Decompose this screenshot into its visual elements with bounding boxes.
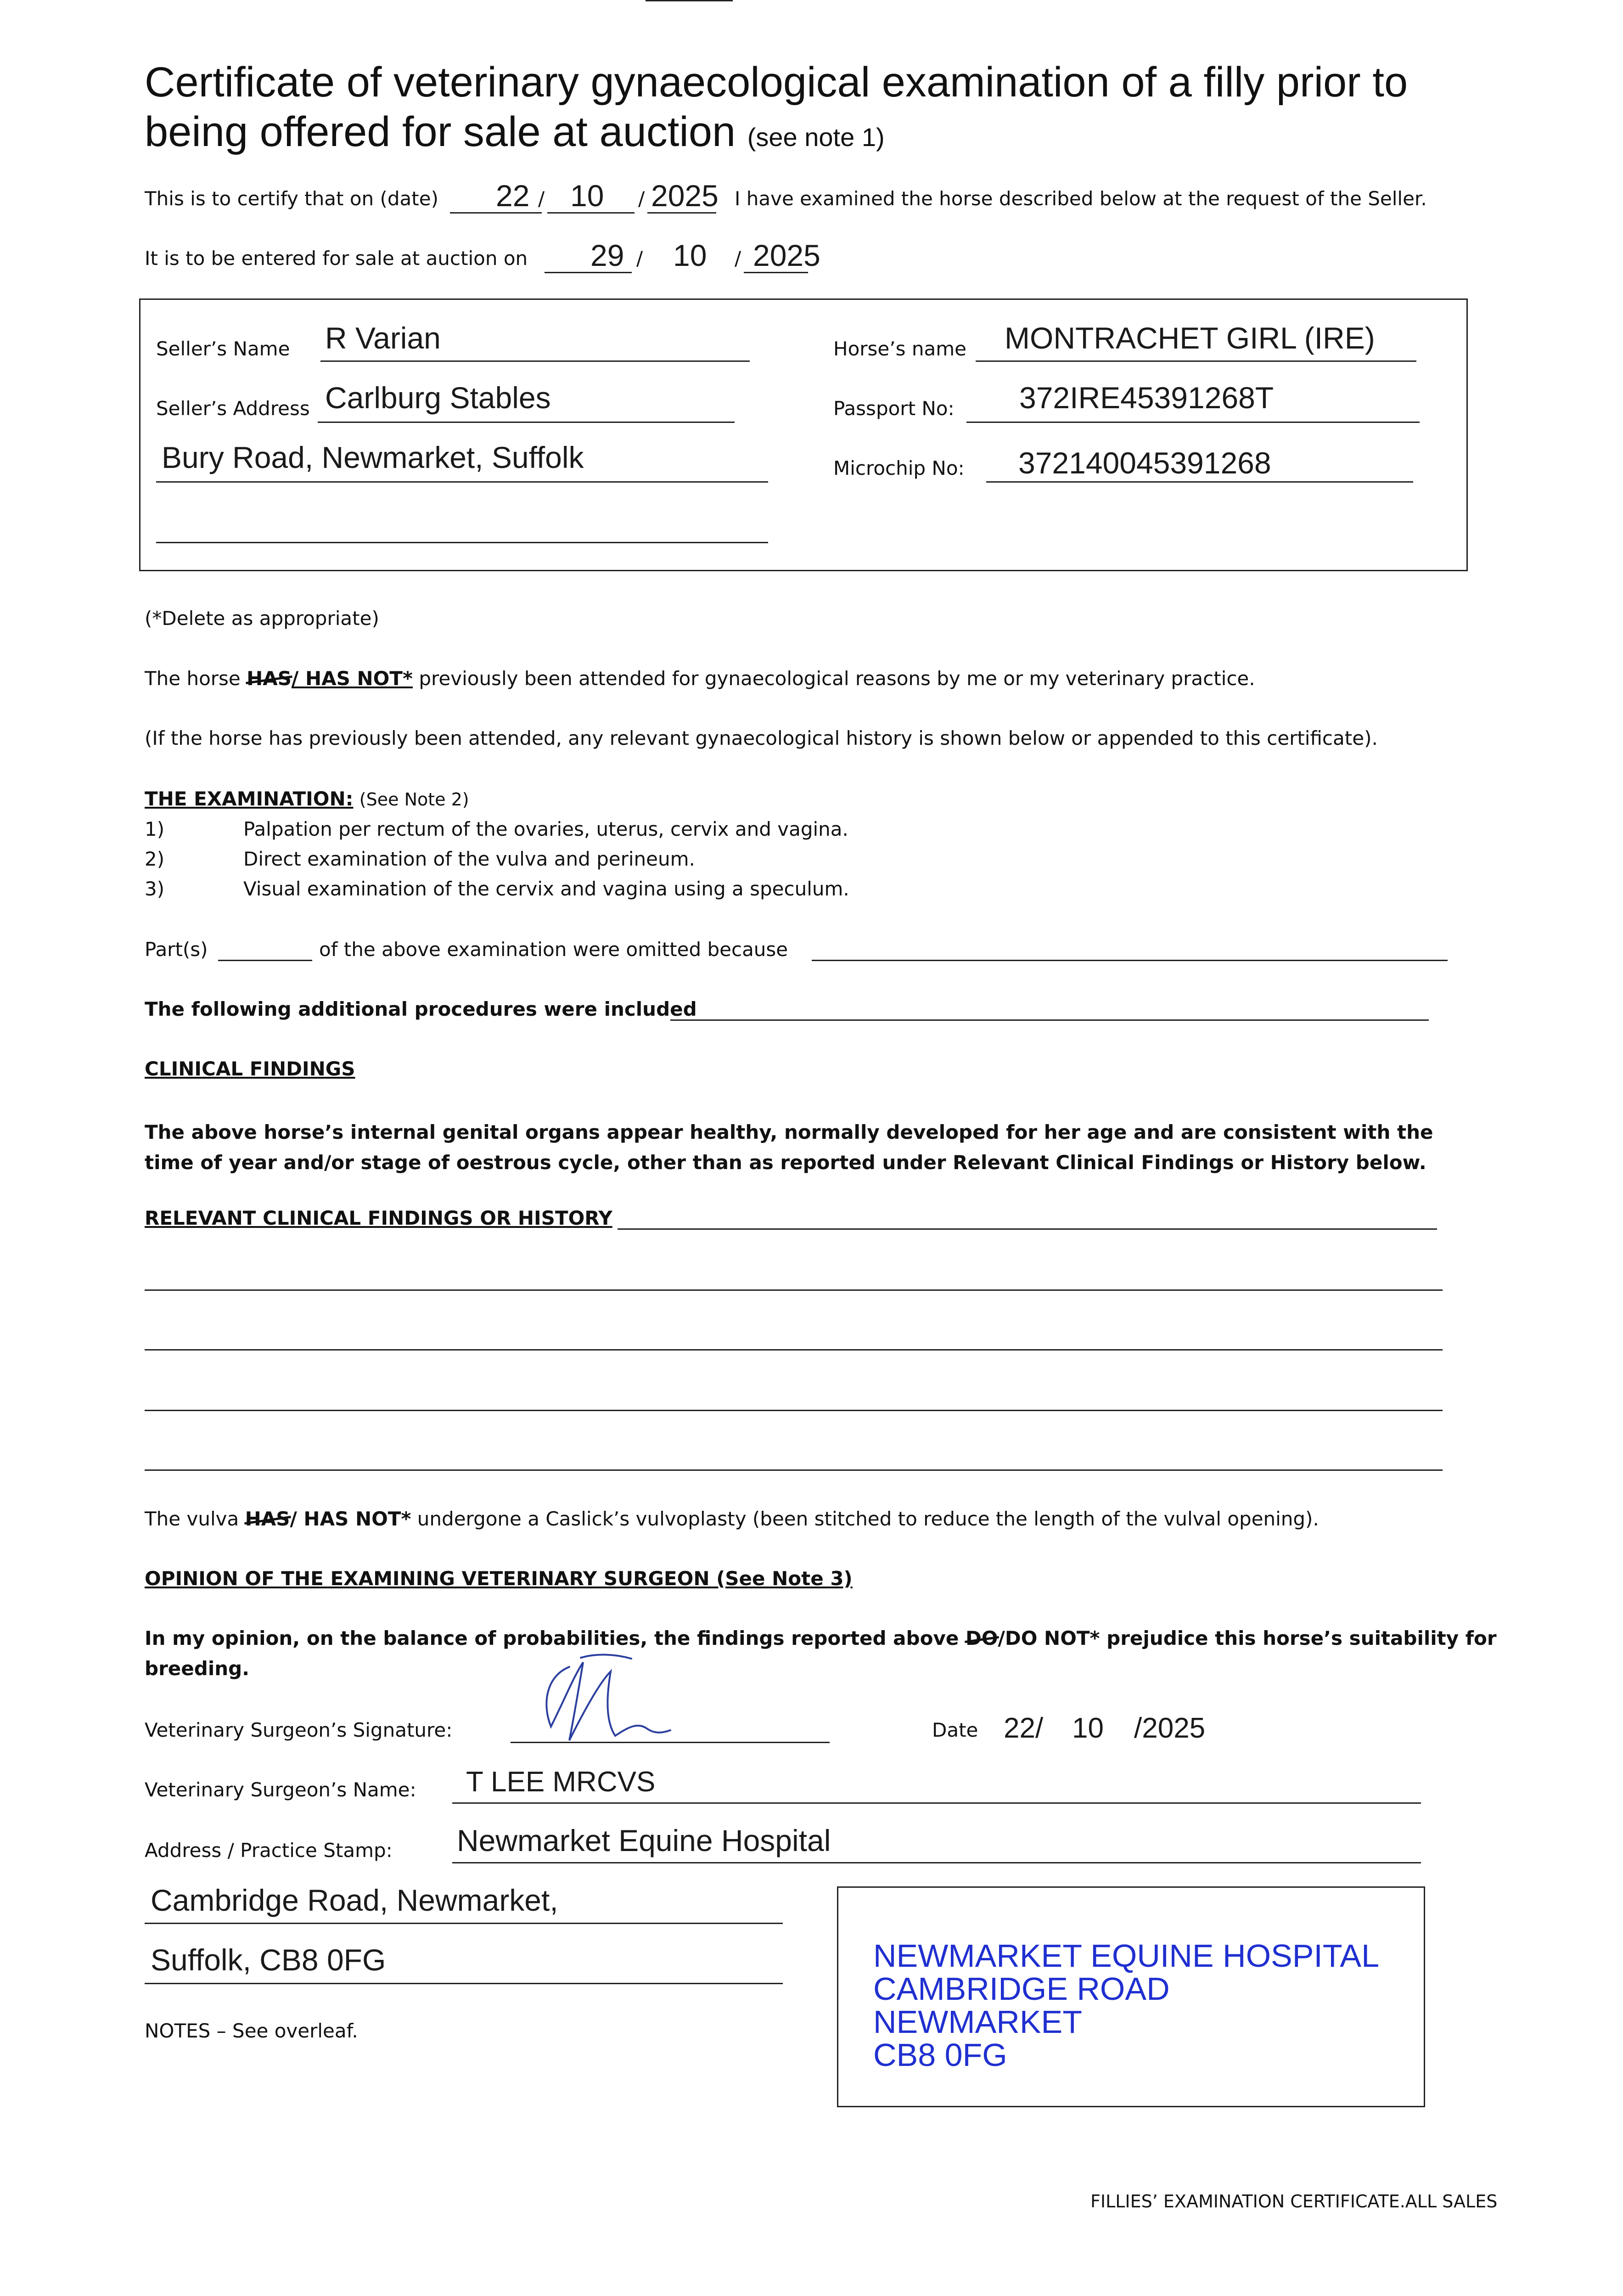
vulva-suffix: undergone a Caslick’s vulvoplasty (been stitched to reduce the length of the vulval opening).	[417, 1508, 1319, 1530]
date-separator: /	[538, 187, 545, 210]
relevant-findings-heading: RELEVANT CLINICAL FINDINGS OR HISTORY	[145, 1207, 612, 1229]
relevant-findings-field[interactable]	[145, 1289, 1443, 1291]
attended-choice[interactable]: / HAS NOT*	[292, 667, 413, 690]
vet-date-year[interactable]: /2025	[1134, 1712, 1206, 1744]
auction-day[interactable]: 29	[590, 238, 624, 272]
vulva-statement	[145, 1508, 1319, 1530]
certify-suffix: I have examined the horse described below at the request of the Seller.	[735, 187, 1427, 210]
opinion-statement	[145, 1627, 1497, 1649]
title-main: Certificate of veterinary gynaecological examination of a filly prior to being offered for sale at auction	[145, 59, 1408, 155]
signature-label: Veterinary Surgeon’s Signature:	[145, 1719, 453, 1741]
examination-note: (See Note 2)	[359, 789, 469, 810]
practice-stamp	[873, 1939, 1379, 2071]
omitted-middle: of the above examination were omitted because	[319, 938, 788, 961]
footer-text: FILLIES’ EXAMINATION CERTIFICATE.ALL SALES	[1090, 2191, 1498, 2212]
attended-suffix: previously been attended for gynaecological reasons by me or my veterinary practice.	[419, 667, 1255, 690]
vet-name-value[interactable]: T LEE MRCVS	[466, 1766, 656, 1798]
examination-heading	[145, 788, 469, 810]
seller-address-line2[interactable]: Bury Road, Newmarket, Suffolk	[162, 440, 584, 474]
auction-prefix: It is to be entered for sale at auction on	[145, 247, 528, 270]
omitted-parts-field[interactable]	[218, 960, 312, 961]
date-label: Date	[932, 1719, 978, 1741]
stamp-line: CAMBRIDGE ROAD	[873, 1971, 1170, 2007]
signature-image	[537, 1649, 684, 1750]
clinical-findings-statement: The above horse’s internal genital organs appear healthy, normally developed for her age and are consistent with the time of year and/or stage of oestrous cycle, other than as reported under Relevant Clinical Findings or History below.	[145, 1121, 1433, 1174]
opinion-statement-a: In my opinion, on the balance of probabilities, the findings reported above	[145, 1627, 959, 1649]
relevant-findings-field[interactable]	[618, 1228, 1437, 1230]
exam-item-text: Visual examination of the cervix and vagina using a speculum.	[243, 878, 849, 900]
microchip-value[interactable]: 372140045391268	[1018, 446, 1271, 480]
stamp-line: CB8 0FG	[873, 2037, 1007, 2073]
vet-name-label: Veterinary Surgeon’s Name:	[145, 1778, 416, 1801]
title-note: (see note 1)	[747, 123, 885, 152]
opinion-heading: OPINION OF THE EXAMINING VETERINARY SURGEON (See Note 3)	[145, 1567, 853, 1590]
seller-name-label: Seller’s Name	[156, 338, 290, 360]
additional-procedures-field[interactable]	[670, 1019, 1429, 1021]
examination-title: THE EXAMINATION:	[145, 788, 354, 810]
attended-prefix: The horse	[145, 667, 241, 690]
vet-date-month[interactable]: 10	[1072, 1712, 1104, 1744]
seller-address-line1[interactable]: Carlburg Stables	[325, 381, 551, 415]
opinion-statement-c: breeding.	[145, 1657, 250, 1680]
clinical-findings-heading: CLINICAL FINDINGS	[145, 1058, 355, 1080]
additional-procedures-label: The following additional procedures were included	[145, 998, 697, 1020]
stamp-line: NEWMARKET	[873, 2004, 1082, 2040]
exam-item-number: 2)	[145, 848, 165, 870]
practice-address-line2[interactable]: Cambridge Road, Newmarket,	[151, 1883, 558, 1917]
date-separator: /	[638, 187, 645, 210]
opinion-struck-option[interactable]: DO	[965, 1627, 998, 1649]
exam-item-text: Direct examination of the vulva and perineum.	[243, 848, 695, 870]
date-separator: /	[735, 247, 741, 270]
exam-item-number: 1)	[145, 818, 165, 840]
microchip-label: Microchip No:	[833, 457, 965, 479]
relevant-findings-field[interactable]	[145, 1410, 1443, 1411]
vulva-struck-option[interactable]: HAS	[245, 1508, 290, 1530]
certificate-title	[145, 57, 1522, 162]
horse-name-label: Horse’s name	[833, 338, 966, 360]
relevant-findings-field[interactable]	[145, 1469, 1443, 1471]
relevant-findings-field[interactable]	[145, 1349, 1443, 1351]
omitted-reason-field[interactable]	[812, 960, 1448, 961]
certify-prefix: This is to certify that on (date)	[145, 187, 438, 210]
history-note: (If the horse has previously been attended, any relevant gynaecological history is shown below or appended to this certificate).	[145, 727, 1378, 749]
vulva-choice[interactable]: / HAS NOT*	[290, 1508, 411, 1530]
date-separator: /	[636, 247, 643, 270]
seller-name-value[interactable]: R Varian	[325, 321, 441, 355]
practice-address-line3[interactable]: Suffolk, CB8 0FG	[151, 1943, 386, 1977]
certify-day[interactable]: 22	[496, 179, 530, 213]
auction-year[interactable]: 2025	[753, 238, 820, 272]
practice-address-label: Address / Practice Stamp:	[145, 1839, 393, 1862]
horse-name-value[interactable]: MONTRACHET GIRL (IRE)	[1005, 321, 1375, 355]
stamp-line: NEWMARKET EQUINE HOSPITAL	[873, 1938, 1380, 1974]
exam-item-number: 3)	[145, 878, 165, 900]
practice-address-line1[interactable]: Newmarket Equine Hospital	[457, 1823, 831, 1857]
attended-statement	[145, 667, 1255, 690]
certify-year[interactable]: 2025	[651, 179, 719, 213]
seller-address-label: Seller’s Address	[156, 397, 310, 420]
attended-struck-option[interactable]: HAS	[247, 667, 292, 690]
delete-note: (*Delete as appropriate)	[145, 607, 379, 630]
auction-month[interactable]: 10	[673, 238, 707, 272]
vulva-prefix: The vulva	[145, 1508, 239, 1530]
certify-month[interactable]: 10	[570, 179, 604, 213]
passport-value[interactable]: 372IRE45391268T	[1019, 381, 1274, 415]
opinion-statement-b[interactable]: /DO NOT* prejudice this horse’s suitability for	[998, 1627, 1497, 1649]
vet-date-day[interactable]: 22/	[1004, 1712, 1044, 1744]
omitted-prefix: Part(s)	[145, 938, 208, 961]
exam-item-text: Palpation per rectum of the ovaries, uterus, cervix and vagina.	[243, 818, 848, 840]
passport-label: Passport No:	[833, 397, 955, 420]
notes-text: NOTES – See overleaf.	[145, 2020, 358, 2042]
